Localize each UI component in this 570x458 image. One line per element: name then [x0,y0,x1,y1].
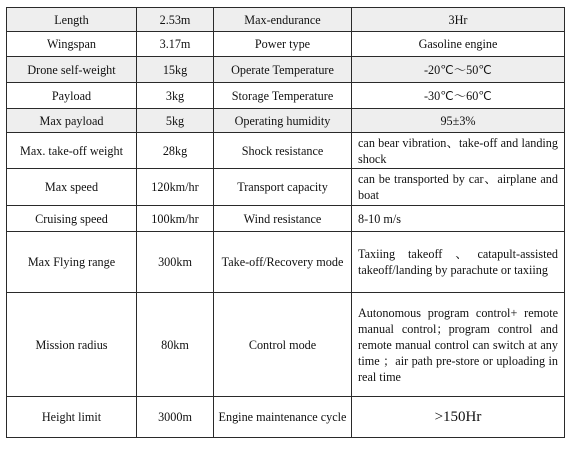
param-value: 80km [137,293,214,397]
table-row [7,206,565,232]
param-name: Control mode [214,293,352,397]
param-value: 300km [137,232,214,293]
table-row [7,32,565,57]
param-name: Operating humidity [214,109,352,133]
param-name: Power type [214,32,352,57]
param-value: can be transported by car、airplane and boat [352,169,565,206]
param-name: Cruising speed [7,206,137,232]
param-name: Engine maintenance cycle [214,397,352,438]
param-name: Height limit [7,397,137,438]
param-value: 3kg [137,83,214,109]
param-value: -20℃～50℃ [352,57,565,83]
param-value: can bear vibration、take-off and landing shock [352,133,565,169]
param-value: 120km/hr [137,169,214,206]
table-row [7,293,565,397]
param-value: 5kg [137,109,214,133]
param-name: Max payload [7,109,137,133]
param-value: 8-10 m/s [352,206,565,232]
param-name: Take-off/Recovery mode [214,232,352,293]
table-row [7,232,565,293]
param-name: Payload [7,83,137,109]
param-name: Mission radius [7,293,137,397]
param-name: Wingspan [7,32,137,57]
param-name: Max Flying range [7,232,137,293]
table-row [7,57,565,83]
param-value: Taxiing takeoff 、catapult-assisted takeoff/landing by parachute or taxiing [352,232,565,293]
param-name: Max-endurance [214,8,352,32]
param-name: Max speed [7,169,137,206]
table-row [7,169,565,206]
param-value: -30℃～60℃ [352,83,565,109]
param-value: 3.17m [137,32,214,57]
param-value: 95±3% [352,109,565,133]
spec-table [6,7,565,438]
param-name: Operate Temperature [214,57,352,83]
table-row [7,397,565,438]
param-value: 100km/hr [137,206,214,232]
param-name: Storage Temperature [214,83,352,109]
param-name: Length [7,8,137,32]
table-row [7,8,565,32]
param-value: 3000m [137,397,214,438]
param-value: >150Hr [352,397,565,438]
param-name: Shock resistance [214,133,352,169]
param-value: 28kg [137,133,214,169]
param-name: Wind resistance [214,206,352,232]
param-value: Gasoline engine [352,32,565,57]
param-name: Transport capacity [214,169,352,206]
param-value: 15kg [137,57,214,83]
param-name: Max. take-off weight [7,133,137,169]
param-value: 3Hr [352,8,565,32]
table-row [7,83,565,109]
param-name: Drone self-weight [7,57,137,83]
param-value: 2.53m [137,8,214,32]
table-row [7,133,565,169]
table-row [7,109,565,133]
param-value: Autonomous program control+ remote manual control；program control and remote manual control can switch at any time ；air path pre-store or uploading in real time [352,293,565,397]
